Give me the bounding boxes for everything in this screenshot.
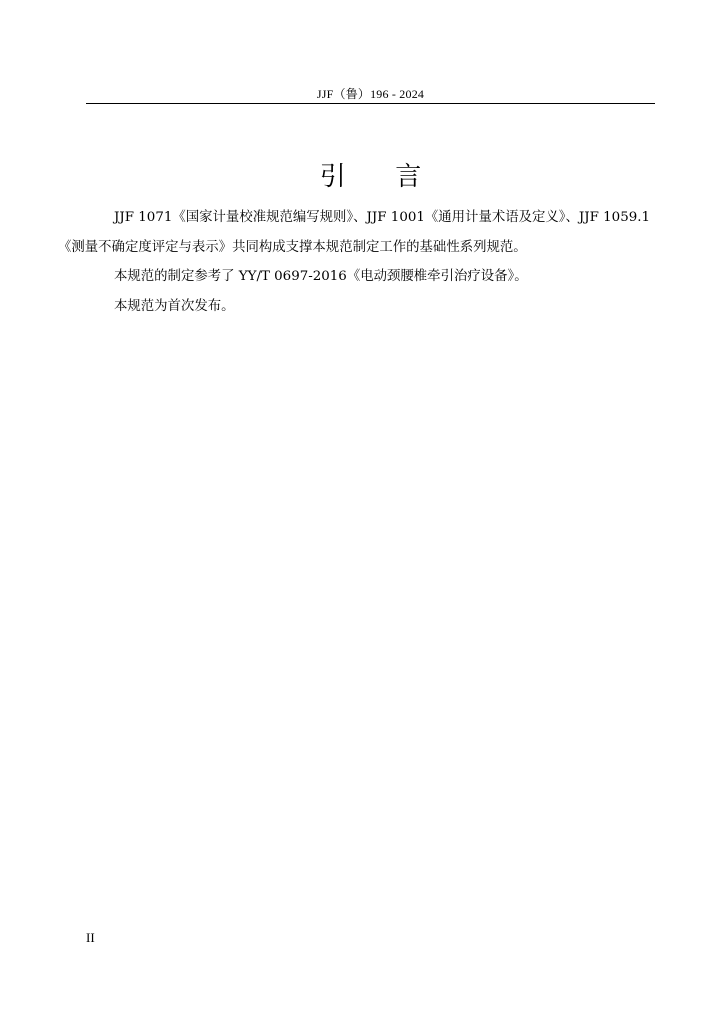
header-rule (86, 103, 655, 104)
paragraph-reference-standard (86, 262, 655, 292)
paragraph-line: 本规范的制定参考了 YY/T 0697-2016《电动颈腰椎牵引治疗设备》。 (114, 269, 528, 284)
running-header: JJF（鲁）196 - 2024 (316, 87, 425, 101)
paragraph-line: JJF 1071《国家计量校准规范编写规则》、JJF 1001《通用计量术语及定义》、JJF 1059.1 (114, 210, 651, 225)
page-number: II (86, 930, 95, 945)
section-title: 引 言 (319, 162, 422, 192)
paragraph-line: 本规范为首次发布。 (114, 298, 235, 314)
paragraph-references (58, 203, 655, 262)
paragraph-first-release (86, 292, 655, 322)
body-text (58, 203, 655, 321)
paragraph-line: 《测量不确定度评定与表示》共同构成支撑本规范制定工作的基础性系列规范。 (58, 239, 527, 255)
